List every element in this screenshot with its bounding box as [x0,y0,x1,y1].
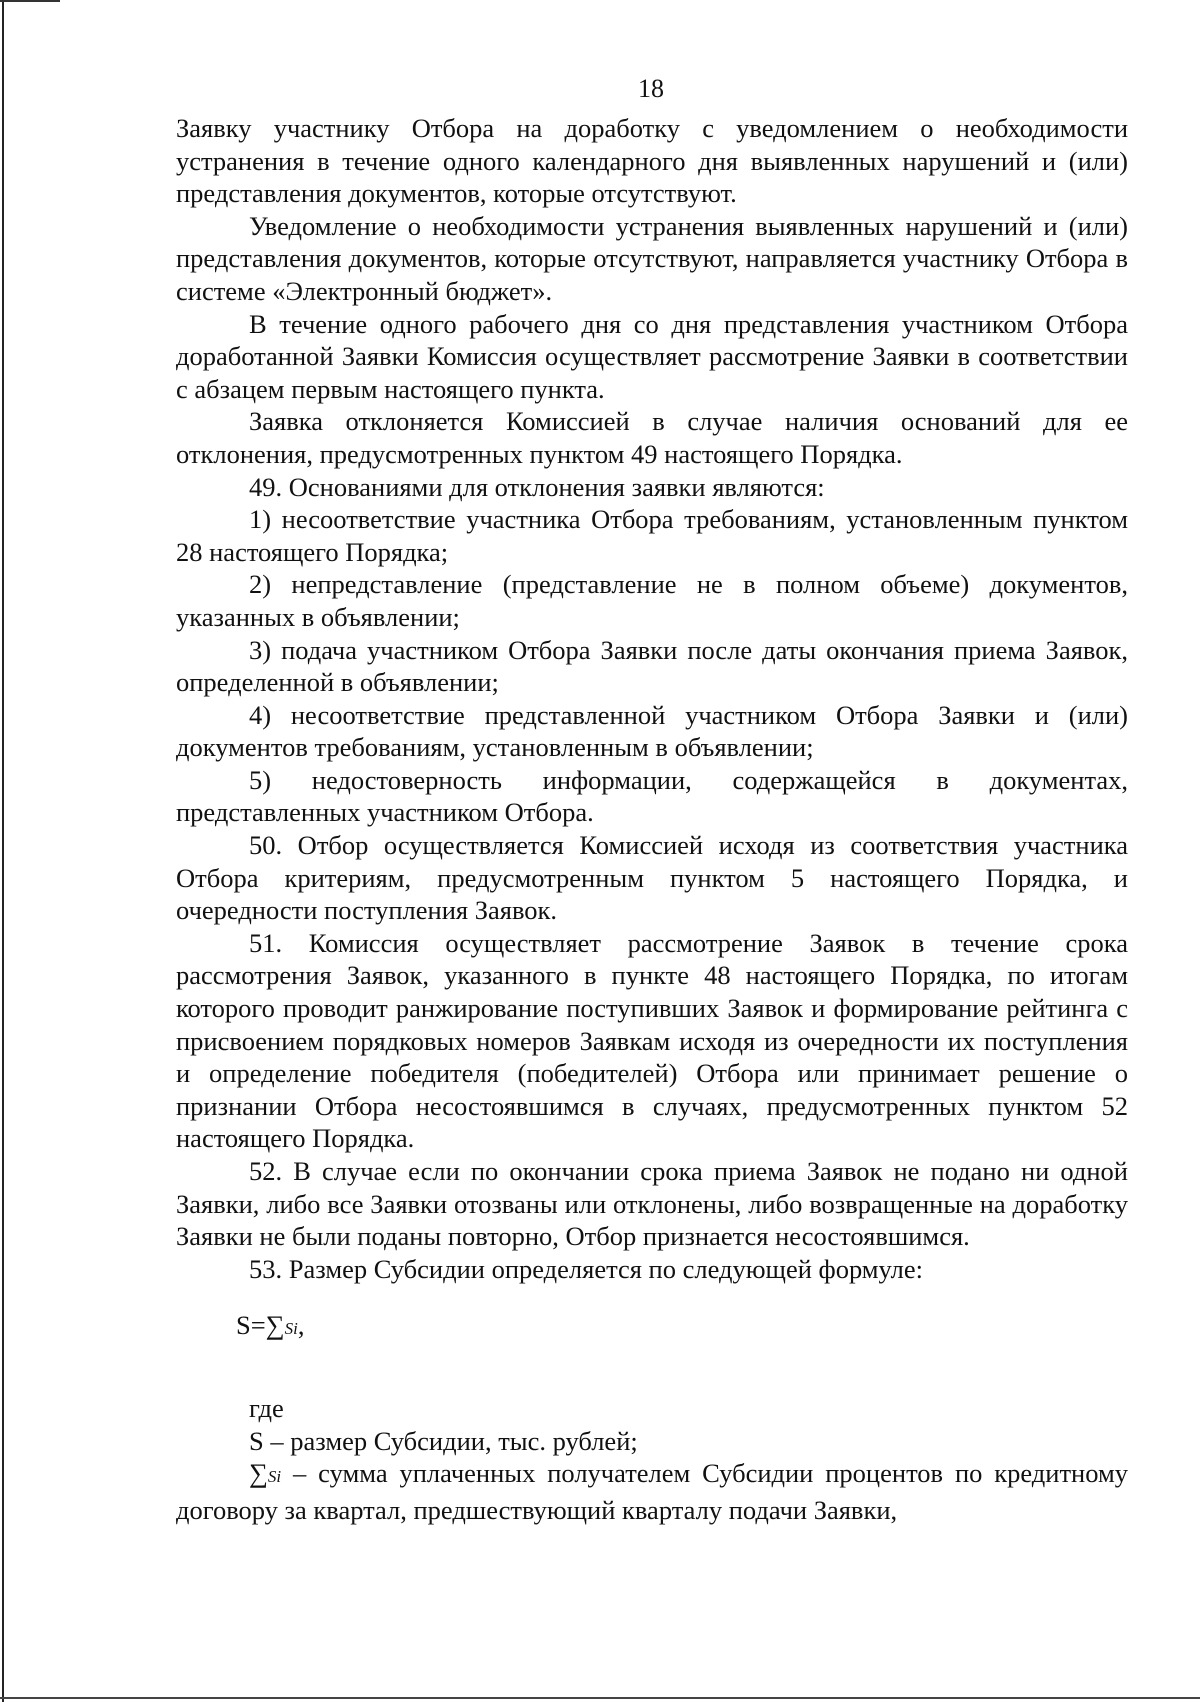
scan-edge-top [0,0,60,2]
definition-sum-text: – сумма уплаченных получателем Субсидии процентов по кредитному договору за квартал, предшествующий кварталу подачи Заявки, [176,1458,1128,1525]
formula-trail: , [297,1310,305,1341]
formula-subscript: Si [284,1319,298,1339]
clause-50: 50. Отбор осуществляется Комиссией исходя из соответствия участника Отбора критериям, предусмотренным пунктом 5 настоящего Порядка, и очередности поступления Заявок. [176,830,1128,926]
paragraph-notification: Уведомление о необходимости устранения выявленных нарушений и (или) представления документов, которые отсутствуют, направляется участнику Отбора в системе «Электронный бюджет». [176,210,1128,306]
clause-49-item-3: 3) подача участником Отбора Заявки после даты окончания приема Заявок, определенной в объявлении; [176,634,1128,698]
page-number: 18 [638,74,664,103]
where-label: где [249,1392,284,1423]
paragraph-rejection: Заявка отклоняется Комиссией в случае наличия оснований для ее отклонения, предусмотренных пунктом 49 настоящего Порядка. [176,406,1128,469]
definition-s: S – размер Субсидии, тыс. рублей; [249,1425,638,1456]
definition-sum-symbol: ∑ [249,1458,268,1489]
definition-sum-subscript: Si [267,1467,282,1487]
clause-49-item-2: 2) непредставление (представление не в полном объеме) документов, указанных в объявлении; [176,569,1128,632]
definition-sum [176,1457,1128,1526]
clause-51: 51. Комиссия осуществляет рассмотрение Заявок в течение срока рассмотрения Заявок, указанного в пункте 48 настоящего Порядка, по итогам которого проводит ранжирование поступивших Заявок и формирование рейтинга с присвоением порядковых номеров Заявкам исходя из очередности их поступления и определение победителя (победителей) Отбора или принимает решение о признании Отбора несостоявшимся в случаях, предусмотренных пунктом 52 настоящего Порядка. [176,927,1128,1154]
scan-edge-left [2,0,4,1702]
document-body [176,112,1128,1526]
clause-52: 52. В случае если по окончании срока приема Заявок не подано ни одной Заявки, либо все Заявки отозваны или отклонены, либо возвращенные на доработку Заявки не были поданы повторно, Отбор признается несостоявшимся. [176,1156,1128,1252]
clause-49-item-4: 4) несоответствие представленной участником Отбора Заявки и (или) документов требованиям, установленным в объявлении; [176,699,1128,763]
clause-49-heading: 49. Основаниями для отклонения заявки являются: [249,471,825,502]
paragraph-continuation: Заявку участнику Отбора на доработку с уведомлением о необходимости устранения в течение одного календарного дня выявленных нарушений и (или) представления документов, которые отсутствуют. [176,113,1128,209]
clause-49-item-5: 5) недостоверность информации, содержащейся в документах, представленных участником Отбора. [176,764,1128,828]
scan-edge-bottom [0,1697,1200,1699]
paragraph-review-term: В течение одного рабочего дня со дня представления участником Отбора доработанной Заявки Комиссия осуществляет рассмотрение Заявки в соответствии с абзацем первым настоящего пункта. [176,308,1128,404]
clause-53: 53. Размер Субсидии определяется по следующей формуле: [249,1253,923,1284]
formula-lhs: S=∑ [236,1310,285,1341]
clause-49-item-1: 1) несоответствие участника Отбора требованиям, установленным пунктом 28 настоящего Порядка; [176,504,1128,567]
subsidy-formula [176,1309,1128,1346]
